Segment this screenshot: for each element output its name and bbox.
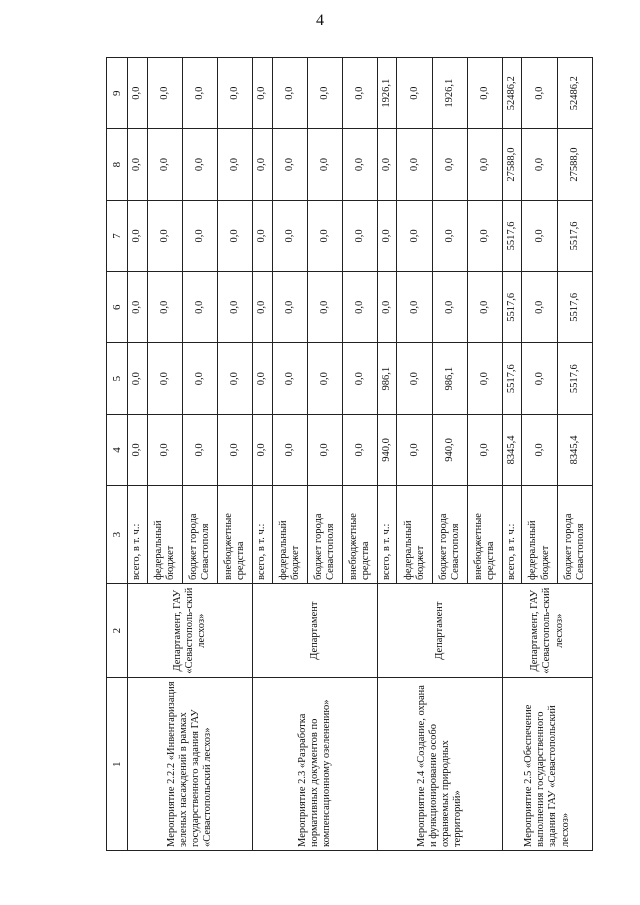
value-cell: 0,0	[522, 200, 557, 271]
value-cell: 5517,6	[557, 272, 592, 343]
source-cell: внебюджетные средства	[217, 486, 252, 584]
value-cell: 27588,0	[557, 129, 592, 200]
executor-cell: Департамент, ГАУ «Севастополь-ский лесхоз»	[128, 583, 253, 677]
value-cell: 0,0	[397, 129, 432, 200]
value-cell: 0,0	[147, 129, 182, 200]
value-cell: 0,0	[272, 58, 307, 129]
source-cell: федеральный бюджет	[147, 486, 182, 584]
value-cell: 0,0	[147, 200, 182, 271]
value-cell: 5517,6	[502, 272, 522, 343]
value-cell: 0,0	[397, 58, 432, 129]
value-cell: 0,0	[522, 58, 557, 129]
value-cell: 0,0	[307, 414, 342, 485]
value-cell: 0,0	[377, 272, 397, 343]
source-cell: федеральный бюджет	[522, 486, 557, 584]
value-cell: 0,0	[397, 414, 432, 485]
value-cell: 0,0	[128, 200, 148, 271]
value-cell: 0,0	[467, 343, 502, 414]
value-cell: 0,0	[147, 272, 182, 343]
value-cell: 0,0	[307, 129, 342, 200]
value-cell: 0,0	[467, 129, 502, 200]
value-cell: 0,0	[307, 58, 342, 129]
value-cell: 52486,2	[557, 58, 592, 129]
col-header-9: 9	[107, 58, 128, 129]
col-header-2: 2	[107, 583, 128, 677]
source-cell: всего, в т. ч.:	[502, 486, 522, 584]
value-cell: 0,0	[432, 200, 467, 271]
value-cell: 0,0	[342, 414, 377, 485]
value-cell: 5517,6	[557, 200, 592, 271]
value-cell: 0,0	[182, 129, 217, 200]
value-cell: 0,0	[252, 129, 272, 200]
value-cell: 0,0	[252, 58, 272, 129]
source-cell: всего, в т. ч.:	[128, 486, 148, 584]
value-cell: 0,0	[467, 414, 502, 485]
value-cell: 0,0	[128, 414, 148, 485]
value-cell: 0,0	[377, 200, 397, 271]
value-cell: 0,0	[182, 272, 217, 343]
value-cell: 1926,1	[377, 58, 397, 129]
value-cell: 0,0	[467, 200, 502, 271]
value-cell: 0,0	[252, 200, 272, 271]
col-header-6: 6	[107, 272, 128, 343]
col-header-1: 1	[107, 678, 128, 851]
source-cell: бюджет города Севастополя	[307, 486, 342, 584]
col-header-7: 7	[107, 200, 128, 271]
value-cell: 940,0	[432, 414, 467, 485]
source-cell: федеральный бюджет	[397, 486, 432, 584]
value-cell: 0,0	[217, 414, 252, 485]
value-cell: 986,1	[377, 343, 397, 414]
col-header-4: 4	[107, 414, 128, 485]
source-cell: федеральный бюджет	[272, 486, 307, 584]
value-cell: 0,0	[377, 129, 397, 200]
value-cell: 0,0	[252, 414, 272, 485]
value-cell: 0,0	[128, 129, 148, 200]
source-cell: внебюджетные средства	[467, 486, 502, 584]
value-cell: 0,0	[272, 200, 307, 271]
value-cell: 52486,2	[502, 58, 522, 129]
event-cell: Мероприятие 2.3 «Разработка нормативных документов по компенсационному озеленению»	[252, 678, 377, 851]
executor-cell: Департамент, ГАУ «Севастополь-ский лесхоз»	[502, 583, 592, 677]
value-cell: 0,0	[307, 343, 342, 414]
executor-cell: Департамент	[252, 583, 377, 677]
value-cell: 0,0	[217, 200, 252, 271]
col-header-8: 8	[107, 129, 128, 200]
value-cell: 0,0	[182, 343, 217, 414]
source-cell: всего, в т. ч.:	[377, 486, 397, 584]
value-cell: 0,0	[432, 272, 467, 343]
value-cell: 0,0	[147, 414, 182, 485]
value-cell: 27588,0	[502, 129, 522, 200]
financing-table	[106, 57, 593, 851]
rotated-table-area	[106, 57, 593, 851]
value-cell: 0,0	[522, 129, 557, 200]
value-cell: 0,0	[342, 200, 377, 271]
value-cell: 8345,4	[502, 414, 522, 485]
value-cell: 0,0	[467, 272, 502, 343]
table-row	[502, 58, 522, 851]
value-cell: 0,0	[272, 343, 307, 414]
value-cell: 0,0	[307, 200, 342, 271]
value-cell: 5517,6	[502, 343, 522, 414]
value-cell: 0,0	[272, 129, 307, 200]
source-cell: всего, в т. ч.:	[252, 486, 272, 584]
value-cell: 0,0	[128, 272, 148, 343]
value-cell: 0,0	[128, 58, 148, 129]
col-header-5: 5	[107, 343, 128, 414]
value-cell: 0,0	[252, 272, 272, 343]
value-cell: 0,0	[272, 414, 307, 485]
value-cell: 0,0	[397, 272, 432, 343]
value-cell: 0,0	[182, 200, 217, 271]
value-cell: 0,0	[147, 343, 182, 414]
value-cell: 0,0	[252, 343, 272, 414]
value-cell: 0,0	[342, 129, 377, 200]
value-cell: 0,0	[522, 343, 557, 414]
table-row	[377, 58, 397, 851]
source-cell: бюджет города Севастополя	[432, 486, 467, 584]
value-cell: 0,0	[342, 343, 377, 414]
value-cell: 0,0	[217, 343, 252, 414]
value-cell: 5517,6	[557, 343, 592, 414]
value-cell: 1926,1	[432, 58, 467, 129]
event-cell: Мероприятие 2.5 «Обеспечение выполнения государственного задания ГАУ «Севастопольский лесхоз»	[502, 678, 592, 851]
value-cell: 0,0	[342, 272, 377, 343]
value-cell: 0,0	[522, 414, 557, 485]
value-cell: 8345,4	[557, 414, 592, 485]
value-cell: 0,0	[217, 272, 252, 343]
source-cell: внебюджетные средства	[342, 486, 377, 584]
value-cell: 0,0	[182, 414, 217, 485]
value-cell: 0,0	[467, 58, 502, 129]
event-cell: Мероприятие 2.4 «Создание, охрана и функционирование особо охраняемых природных территорий»	[377, 678, 502, 851]
value-cell: 0,0	[182, 58, 217, 129]
executor-cell: Департамент	[377, 583, 502, 677]
value-cell: 5517,6	[502, 200, 522, 271]
value-cell: 0,0	[272, 272, 307, 343]
column-number-row	[107, 58, 128, 851]
value-cell: 0,0	[522, 272, 557, 343]
table-row	[128, 58, 148, 851]
source-cell: бюджет города Севастополя	[557, 486, 592, 584]
value-cell: 0,0	[307, 272, 342, 343]
value-cell: 0,0	[397, 200, 432, 271]
value-cell: 986,1	[432, 343, 467, 414]
value-cell: 0,0	[342, 58, 377, 129]
value-cell: 0,0	[147, 58, 182, 129]
value-cell: 0,0	[128, 343, 148, 414]
source-cell: бюджет города Севастополя	[182, 486, 217, 584]
value-cell: 940,0	[377, 414, 397, 485]
event-cell: Мероприятие 2.2.2 «Инвентаризация зеленых насаждений в рамках государственного задания ГАУ «Севастопольский лесхоз»	[128, 678, 253, 851]
value-cell: 0,0	[432, 129, 467, 200]
value-cell: 0,0	[217, 58, 252, 129]
value-cell: 0,0	[217, 129, 252, 200]
value-cell: 0,0	[397, 343, 432, 414]
page-number: 4	[316, 12, 324, 29]
table-row	[252, 58, 272, 851]
col-header-3: 3	[107, 486, 128, 584]
